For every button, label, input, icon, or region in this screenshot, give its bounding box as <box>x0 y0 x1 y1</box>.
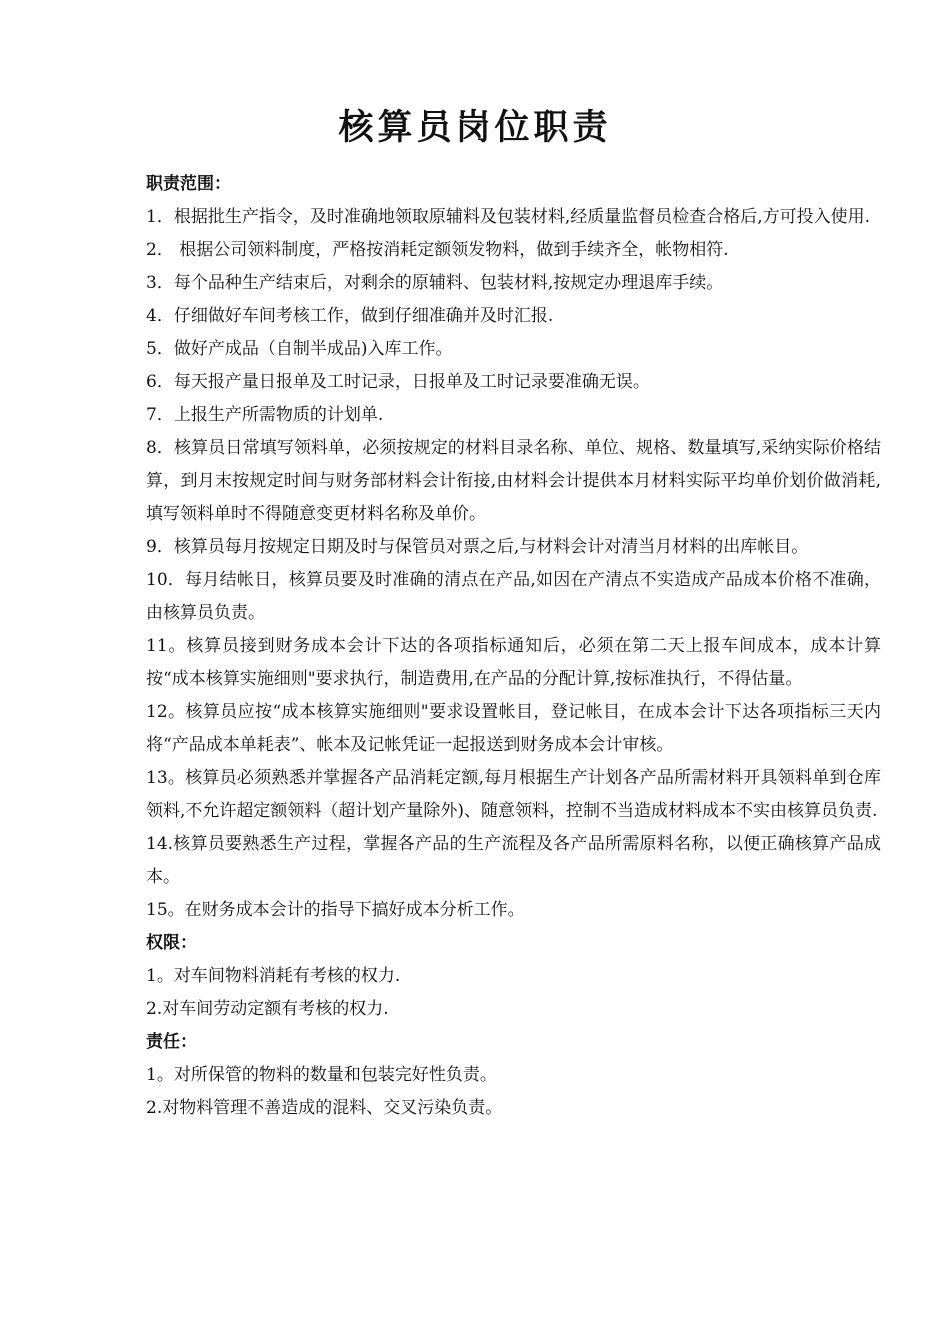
scope-item-9: 9．核算员每月按规定日期及时与保管员对票之后,与材料会计对清当月材料的出库帐目。 <box>146 537 809 557</box>
section-heading-scope: 职责范围： <box>146 174 231 194</box>
scope-item-7: 7．上报生产所需物质的计划单. <box>146 405 384 425</box>
scope-item-15: 15。在财务成本会计的指导下搞好成本分析工作。 <box>146 900 525 920</box>
responsibility-item-1: 1。对所保管的物料的数量和包装完好性负责。 <box>146 1065 497 1085</box>
scope-item-12: 12。核算员应按“成本核算实施细则"要求设置帐目，登记帐目，在成本会计下达各项指标三天内将“产品成本单耗表”、帐本及记帐凭证一起报送到财务成本会计审核。 <box>146 702 881 755</box>
scope-item-2: 2． 根据公司领料制度，严格按消耗定额领发物料，做到手续齐全，帐物相符. <box>146 240 729 260</box>
document-body <box>146 168 881 1125</box>
scope-item-11: 11。核算员接到财务成本会计下达的各项指标通知后，必须在第二天上报车间成本，成本计算按“成本核算实施细则"要求执行，制造费用,在产品的分配计算,按标准执行，不得估量。 <box>146 636 881 689</box>
responsibility-item-2: 2.对物料管理不善造成的混料、交叉污染负责。 <box>146 1098 503 1118</box>
scope-item-14: 14.核算员要熟悉生产过程，掌握各产品的生产流程及各产品所需原料名称，以便正确核算产品成本。 <box>146 834 881 887</box>
authority-item-2: 2.对车间劳动定额有考核的权力. <box>146 999 389 1019</box>
authority-item-1: 1。对车间物料消耗有考核的权力. <box>146 966 401 986</box>
scope-item-3: 3．每个品种生产结束后，对剩余的原辅料、包装材料,按规定办理退库手续。 <box>146 273 724 293</box>
scope-item-4: 4．仔细做好车间考核工作，做到仔细准确并及时汇报. <box>146 306 554 326</box>
scope-item-13: 13。核算员必须熟悉并掌握各产品消耗定额,每月根据生产计划各产品所需材料开具领料单到仓库领料,不允许超定额领料（超计划产量除外)、随意领料，控制不当造成材料成本不实由核算员负责. <box>146 768 881 821</box>
scope-item-8: 8．核算员日常填写领料单，必须按规定的材料目录名称、单位、规格、数量填写,采纳实际价格结算，到月末按规定时间与财务部材料会计衔接,由材料会计提供本月材料实际平均单价划价做消耗,填写领料单时不得随意变更材料名称及单价。 <box>146 438 881 524</box>
scope-item-1: 1．根据批生产指令，及时准确地领取原辅料及包装材料,经质量监督员检查合格后,方可投入使用. <box>146 207 871 227</box>
scope-item-6: 6．每天报产量日报单及工时记录，日报单及工时记录要准确无误。 <box>146 372 650 392</box>
section-heading-authority: 权限： <box>146 933 197 953</box>
document-title: 核算员岗位职责 <box>338 107 612 148</box>
scope-item-10: 10．每月结帐日，核算员要及时准确的清点在产品,如因在产清点不实造成产品成本价格不准确，由核算员负责。 <box>146 570 881 623</box>
section-heading-responsibility: 责任： <box>146 1032 197 1052</box>
scope-item-5: 5．做好产成品（自制半成品)入库工作。 <box>146 339 453 359</box>
